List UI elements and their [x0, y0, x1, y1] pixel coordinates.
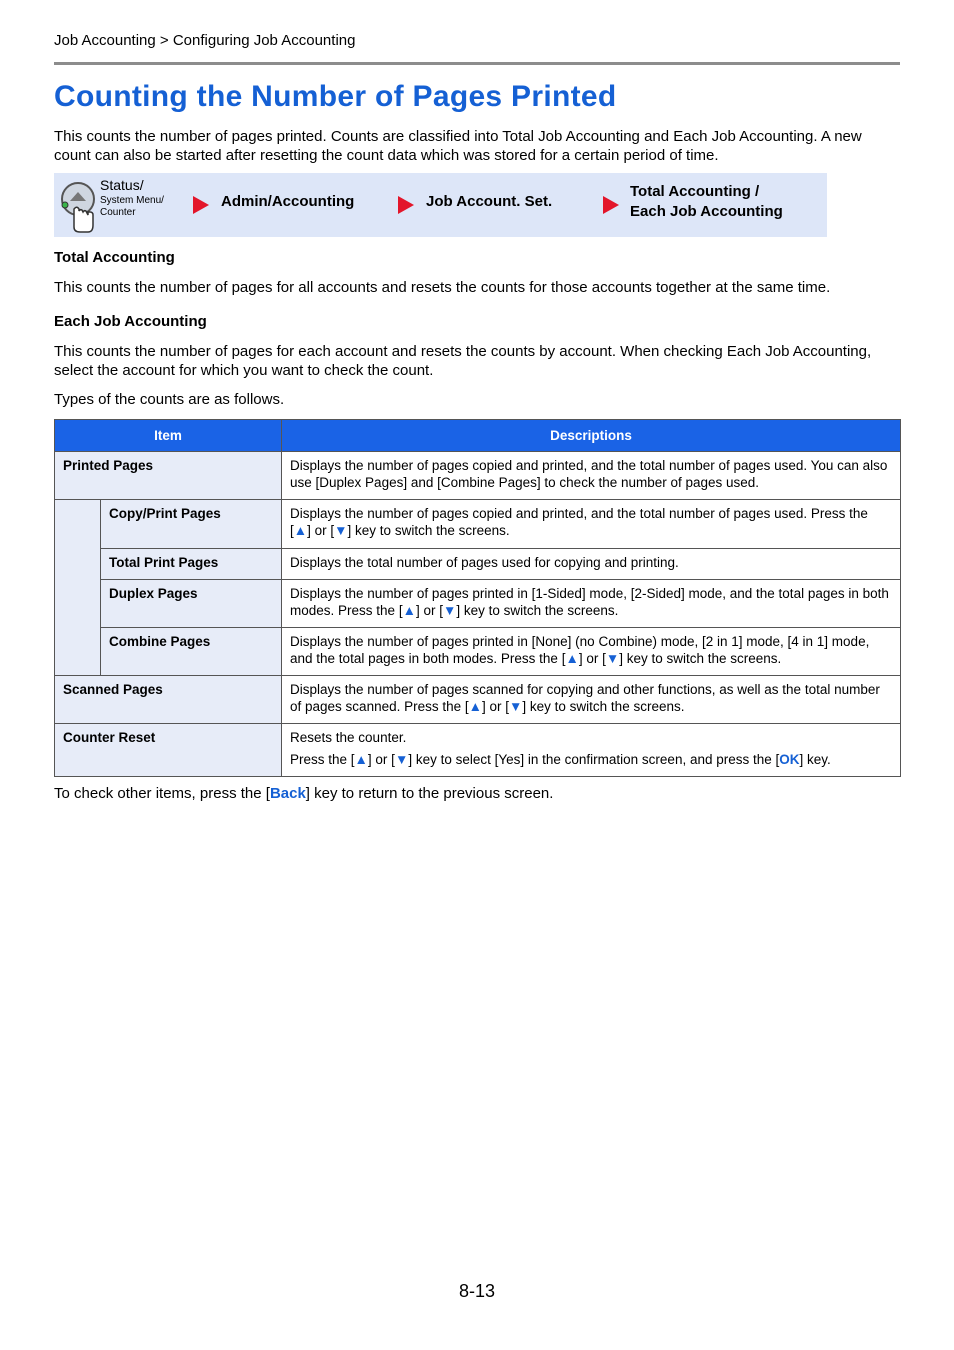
- status-key-label: Status/: [100, 177, 144, 193]
- desc-duplex-pages: [282, 580, 901, 628]
- item-scanned-pages: Scanned Pages: [55, 676, 282, 724]
- desc-total-print-pages: Displays the total number of pages used for copying and printing.: [282, 549, 901, 580]
- nav-step-line-2: Each Job Accounting: [630, 203, 783, 220]
- desc-text: Resets the counter.: [290, 730, 407, 745]
- desc-counter-reset: [282, 724, 901, 777]
- table-row: [55, 549, 901, 580]
- table-row: [55, 724, 901, 777]
- desc-text: ] or [: [578, 651, 606, 666]
- system-menu-key-label: [100, 195, 164, 219]
- column-header-item: Item: [55, 420, 282, 452]
- up-arrow-icon: ▲: [565, 651, 579, 666]
- page-number: 8-13: [458, 1281, 496, 1301]
- desc-text: ] key to switch the screens.: [456, 603, 619, 618]
- counter-label: Counter: [100, 207, 136, 218]
- header-divider: [54, 62, 900, 65]
- counts-table: [54, 419, 901, 777]
- up-arrow-icon: ▲: [293, 523, 308, 538]
- intro-paragraph: This counts the number of pages printed. Counts are classified into Total Job Accounting and Each Job Accounting. A new count can also be started after resetting the count data which was stored for a certain period of time.: [54, 128, 862, 164]
- nav-arrow-icon: [398, 196, 414, 214]
- desc-text: Press the [: [290, 752, 355, 767]
- table-header-row: [55, 420, 901, 452]
- table-row: [55, 628, 901, 676]
- nav-arrow-icon: [193, 196, 209, 214]
- system-menu-label: System Menu/: [100, 195, 164, 206]
- breadcrumb: Job Accounting > Configuring Job Accounting: [54, 32, 356, 49]
- desc-text: ] key.: [799, 752, 831, 767]
- desc-text: Displays the number of pages copied and printed, and the total number of pages used. Press the [: [290, 506, 868, 538]
- back-text-before: To check other items, press the [: [54, 785, 270, 802]
- down-arrow-icon: ▼: [334, 523, 348, 538]
- back-key-label: Back: [269, 785, 306, 802]
- desc-text: Displays the number of pages scanned for copying and other functions, as well as the total number of pages scanned. Press the [: [290, 682, 880, 714]
- desc-printed-pages: Displays the number of pages copied and printed, and the total number of pages used. You can also use [Duplex Pages] and [Combine Pages] to check the number of pages used.: [282, 452, 901, 500]
- item-printed-pages: Printed Pages: [55, 452, 282, 500]
- nav-step-line-1: Total Accounting /: [630, 183, 760, 200]
- up-arrow-icon: ▲: [468, 699, 483, 714]
- down-arrow-icon: ▼: [394, 752, 409, 767]
- desc-text: ] key to switch the screens.: [619, 651, 782, 666]
- table-row: [55, 676, 901, 724]
- down-arrow-icon: ▼: [509, 699, 523, 714]
- desc-text: ] key to select [Yes] in the confirmation screen, and press the [: [408, 752, 780, 767]
- nav-arrow-icon: [603, 196, 619, 214]
- types-intro-text: Types of the counts are as follows.: [54, 391, 285, 408]
- total-accounting-text: This counts the number of pages for all accounts and resets the counts for those accounts together at the same time.: [54, 279, 831, 296]
- desc-copy-print-pages: [282, 500, 901, 549]
- desc-scanned-pages: [282, 676, 901, 724]
- up-arrow-icon: ▲: [402, 603, 416, 618]
- each-job-accounting-text: This counts the number of pages for each account and resets the counts by account. When checking Each Job Accounting, select the account for which you want to check the count.: [54, 343, 872, 379]
- item-total-print-pages: Total Print Pages: [101, 549, 282, 580]
- nav-step-job-account-set: Job Account. Set.: [426, 193, 553, 210]
- back-instruction: [54, 784, 900, 803]
- page-title: Counting the Number of Pages Printed: [54, 80, 617, 113]
- ok-key-label: OK: [779, 752, 800, 767]
- status-system-menu-key-icon: [58, 179, 98, 233]
- down-arrow-icon: ▼: [442, 603, 457, 618]
- down-arrow-icon: ▼: [605, 651, 620, 666]
- up-arrow-icon: ▲: [354, 752, 368, 767]
- desc-text: Displays the number of pages printed in [1-Sided] mode, [2-Sided] mode, and the total pages in both modes. Press the [: [290, 586, 889, 618]
- item-copy-print-pages: Copy/Print Pages: [101, 500, 282, 549]
- desc-text: ] key to switch the screens.: [522, 699, 685, 714]
- desc-text: ] or [: [367, 752, 395, 767]
- nav-step-total-each-accounting: [630, 182, 783, 222]
- item-duplex-pages: Duplex Pages: [101, 580, 282, 628]
- desc-text: ] or [: [482, 699, 510, 714]
- each-job-accounting-heading: Each Job Accounting: [54, 313, 207, 330]
- nav-step-admin-accounting: Admin/Accounting: [221, 193, 355, 210]
- back-text-after: ] key to return to the previous screen.: [305, 785, 554, 802]
- desc-text-line-2: [290, 751, 892, 768]
- indent-cell: [55, 500, 101, 676]
- desc-text: ] or [: [307, 523, 335, 538]
- navigation-path: [54, 173, 827, 237]
- desc-text: ] key to switch the screens.: [347, 523, 510, 538]
- table-row: [55, 580, 901, 628]
- column-header-descriptions: Descriptions: [282, 420, 901, 452]
- item-counter-reset: Counter Reset: [55, 724, 282, 777]
- item-combine-pages: Combine Pages: [101, 628, 282, 676]
- table-row: [55, 500, 901, 549]
- table-row: [55, 452, 901, 500]
- desc-combine-pages: [282, 628, 901, 676]
- total-accounting-heading: Total Accounting: [54, 249, 175, 266]
- desc-text: Displays the number of pages printed in [None] (no Combine) mode, [2 in 1] mode, [4 in 1] mode, and the total pages in both modes. Press the [: [290, 634, 870, 666]
- desc-text: ] or [: [415, 603, 443, 618]
